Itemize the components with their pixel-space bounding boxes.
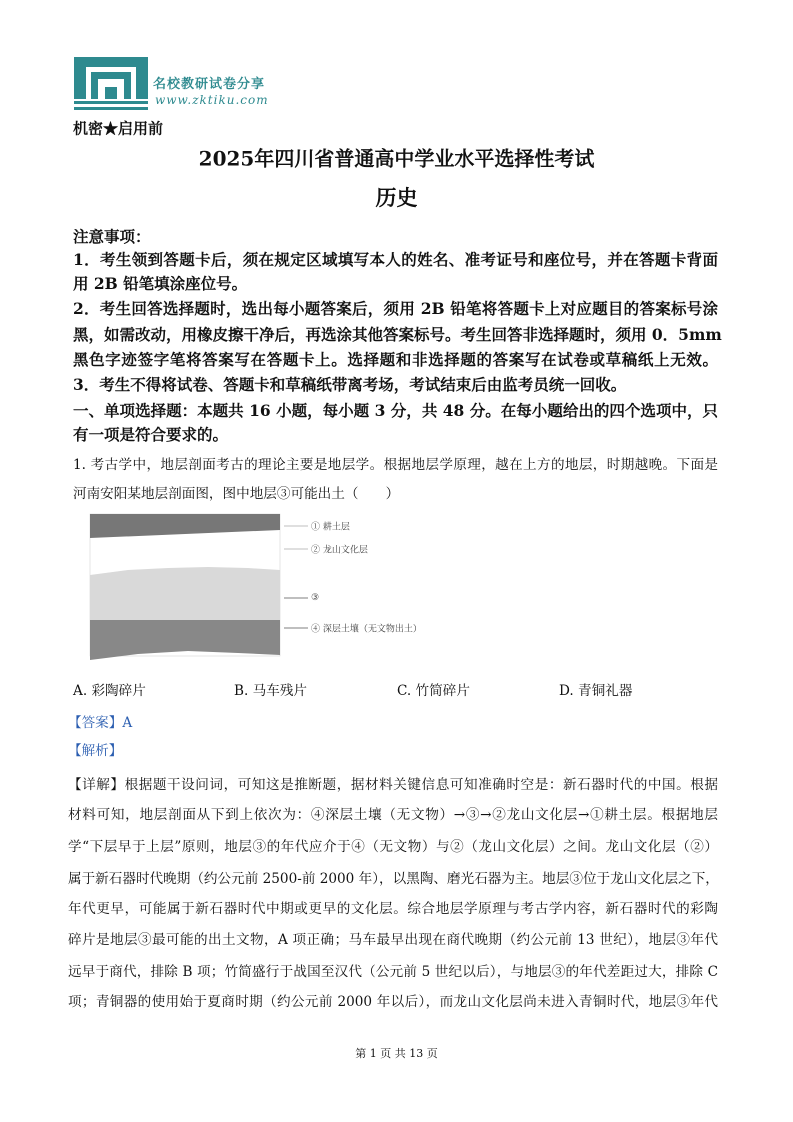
subject-title: 历史 [375,185,418,210]
analysis-label: 【解析】 [68,743,123,759]
detail-line: 项；青铜器的使用始于夏商时期（约公元前 2000 年以后），而龙山文化层尚未进入青铜时代，地层③年代 [68,994,718,1010]
secret-label: 机密★启用前 [73,119,164,138]
logo-icon [74,57,148,111]
notice-heading: 注意事项： [73,227,151,246]
layer-label: ③ [311,593,320,603]
layer-label: ② 龙山文化层 [311,545,368,556]
layer-label: ① 耕土层 [311,522,350,533]
detail-line: 材料可知，地层剖面从下到上依次为：④深层土壤（无文物）→③→②龙山文化层→①耕土层。根据地层 [68,807,718,823]
logo-name: 名校教研试卷分享 [153,77,266,92]
exam-title: 2025年四川省普通高中学业水平选择性考试 [198,146,595,171]
detail-line: 学“下层早于上层”原则，地层③的年代应介于④（无文物）与②（龙山文化层）之间。龙山文化层（②） [68,839,718,855]
layer-label: ④ 深层土壤（无文物出土） [311,624,422,635]
section-heading: 有一项是符合要求的。 [73,425,229,444]
notice-line: 2．考生回答选择题时，选出每小题答案后，须用 2B 铅笔将答题卡上对应题目的答案标号涂 [73,299,718,318]
notice-line: 3．考生不得将试卷、答题卡和草稿纸带离考场，考试结束后由监考员统一回收。 [73,375,627,394]
question-stem: 河南安阳某地层剖面图，图中地层③可能出土（ ） [73,486,400,502]
page-footer: 第 1 页 共 13 页 [355,1047,438,1060]
question-stem: 1. 考古学中，地层剖面考古的理论主要是地层学。根据地层学原理，越在上方的地层，时期越晚。下面是 [73,457,718,473]
notice-line: 用 2B 铅笔填涂座位号。 [73,274,248,293]
logo-url: www.zktiku.com [155,93,269,107]
detail-line: 年代更早，可能属于新石器时代中期或更早的文化层。综合地层学原理与考古学内容，新石器时代的彩陶 [68,901,718,917]
stratigraphy-diagram [88,512,448,667]
notice-line: 黑，如需改动，用橡皮擦干净后，再选涂其他答案标号。考生回答非选择题时，须用 0．5mm [73,325,722,344]
answer-label: 【答案】A [68,715,133,731]
notice-line: 黑色字迹签字笔将答案写在答题卡上。选择题和非选择题的答案写在试卷或草稿纸上无效。 [73,350,718,369]
section-heading: 一、单项选择题：本题共 16 小题，每小题 3 分，共 48 分。在每小题给出的四个选项中，只 [73,401,718,420]
detail-line: 【详解】根据题干设问词，可知这是推断题，据材料关键信息可知准确时空是：新石器时代的中国。根据 [68,777,718,793]
option-a: A. 彩陶碎片 [73,683,146,699]
detail-line: 远早于商代，排除 B 项；竹简盛行于战国至汉代（公元前 5 世纪以后），与地层③的年代差距过大，排除 C [68,964,718,980]
detail-line: 属于新石器时代晚期（约公元前 2500-前 2000 年），以黑陶、磨光石器为主。地层③位于龙山文化层之下， [68,871,719,887]
option-d: D. 青铜礼器 [559,683,633,699]
notice-line: 1．考生领到答题卡后，须在规定区域填写本人的姓名、准考证号和座位号，并在答题卡背面 [73,250,718,269]
detail-line: 碎片是地层③最可能的出土文物，A 项正确；马车最早出现在商代晚期（约公元前 13 世纪），地层③年代 [68,932,718,948]
option-b: B. 马车残片 [234,683,308,699]
option-c: C. 竹简碎片 [397,683,470,699]
